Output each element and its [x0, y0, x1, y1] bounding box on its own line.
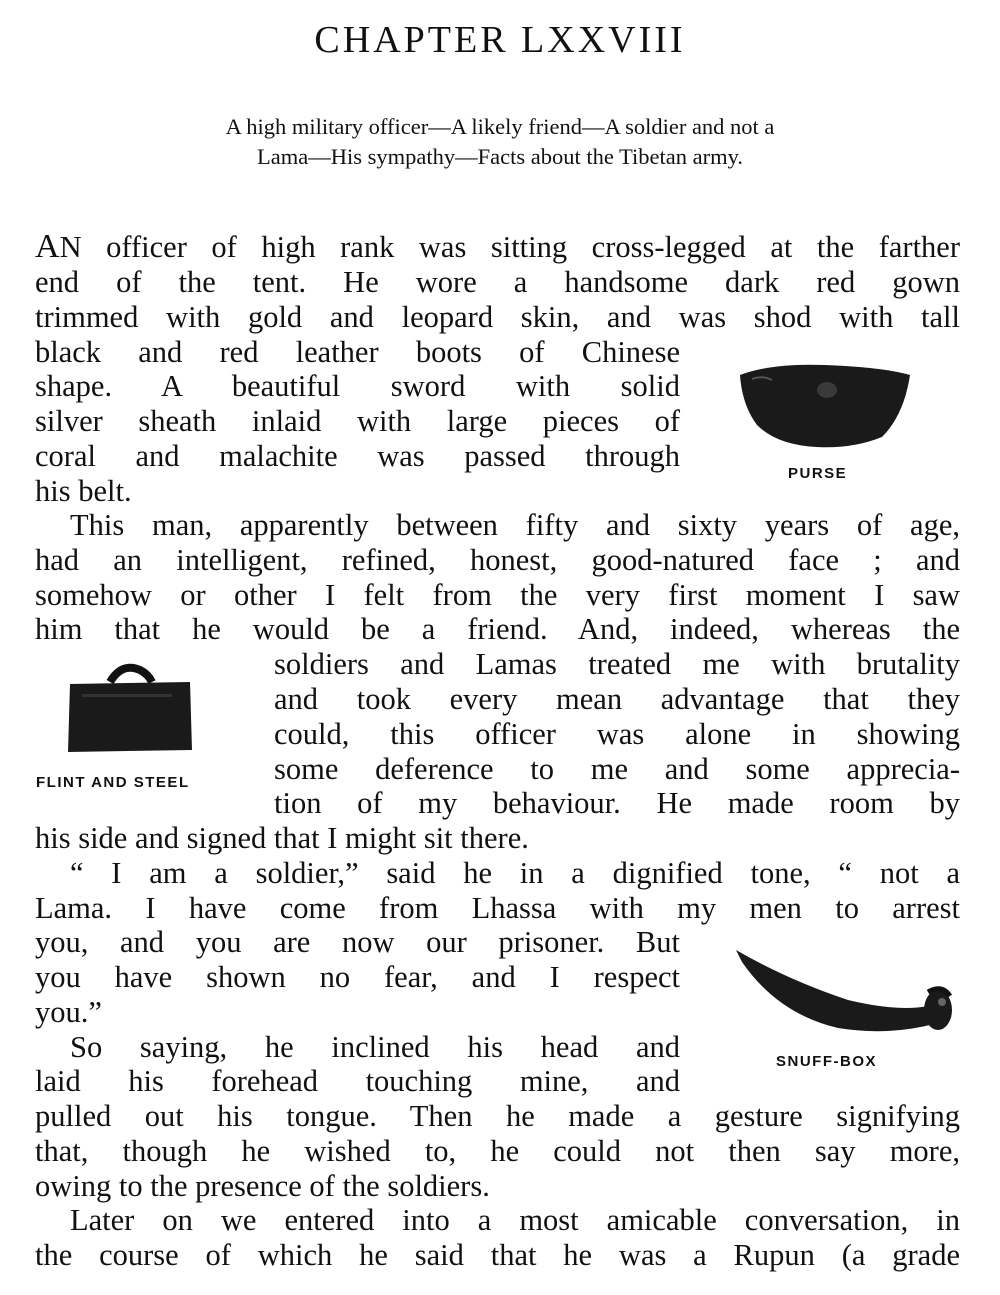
synopsis-line: A high military officer—A likely friend—A soldier and not a [225, 114, 775, 139]
body-line: silver sheath inlaid with large pieces of [35, 404, 680, 438]
purse-icon [732, 345, 917, 450]
body-line: his side and signed that I might sit there. [35, 821, 529, 855]
chapter-title: CHAPTER LXXVIII [314, 19, 686, 61]
synopsis-line: Lama—His sympathy—Facts about the Tibetan army. [257, 144, 743, 169]
body-line: pulled out his tongue. Then he made a gesture signifying [35, 1099, 960, 1133]
body-line: black and red leather boots of Chinese [35, 335, 680, 369]
body-line: had an intelligent, refined, honest, good-natured face ; and [35, 543, 960, 577]
body-line: could, this officer was alone in showing [274, 717, 960, 751]
body-line: Lama. I have come from Lhassa with my men to arrest [35, 891, 960, 925]
body-line: Later on we entered into a most amicable conversation, in [70, 1203, 960, 1237]
flint-and-steel-figure [62, 660, 197, 755]
drop-cap-rest: N [59, 230, 82, 264]
chapter-synopsis [60, 112, 940, 172]
body-line: coral and malachite was passed through [35, 439, 680, 473]
body-line: laid his forehead touching mine, and [35, 1064, 680, 1098]
snuff-box-caption: SNUFF-BOX [776, 1053, 877, 1070]
body-line: and took every mean advantage that they [274, 682, 960, 716]
body-line: shape. A beautiful sword with solid [35, 369, 680, 403]
snuff-box-icon [728, 940, 960, 1040]
body-line: end of the tent. He wore a handsome dark red gown [35, 265, 960, 299]
body-line: you have shown no fear, and I respect [35, 960, 680, 994]
body-line: tion of my behaviour. He made room by [274, 786, 960, 820]
purse-figure [732, 345, 917, 450]
body-line: his belt. [35, 474, 132, 508]
body-line: soldiers and Lamas treated me with brutality [274, 647, 960, 681]
flint-and-steel-caption: FLINT AND STEEL [36, 774, 190, 791]
flint-and-steel-icon [62, 660, 197, 755]
body-line: some deference to me and some apprecia- [274, 752, 960, 786]
snuff-box-figure [728, 940, 960, 1040]
body-line: AN officer of high rank was sitting cross-legged at the farther [35, 228, 960, 265]
body-line: you.” [35, 995, 102, 1029]
body-line: him that he would be a friend. And, indeed, whereas the [35, 612, 960, 646]
body-line: you, and you are now our prisoner. But [35, 925, 680, 959]
body-line: that, though he wished to, he could not then say more, [35, 1134, 960, 1168]
body-line: the course of which he said that he was a Rupun (a grade [35, 1238, 960, 1272]
body-line: “ I am a soldier,” said he in a dignified tone, “ not a [70, 856, 960, 890]
drop-cap: A [35, 228, 60, 265]
body-line: This man, apparently between fifty and sixty years of age, [70, 508, 960, 542]
body-line: So saying, he inclined his head and [70, 1030, 680, 1064]
body-line: owing to the presence of the soldiers. [35, 1169, 490, 1203]
purse-caption: PURSE [788, 465, 848, 482]
body-line: trimmed with gold and leopard skin, and was shod with tall [35, 300, 960, 334]
body-line: somehow or other I felt from the very first moment I saw [35, 578, 960, 612]
